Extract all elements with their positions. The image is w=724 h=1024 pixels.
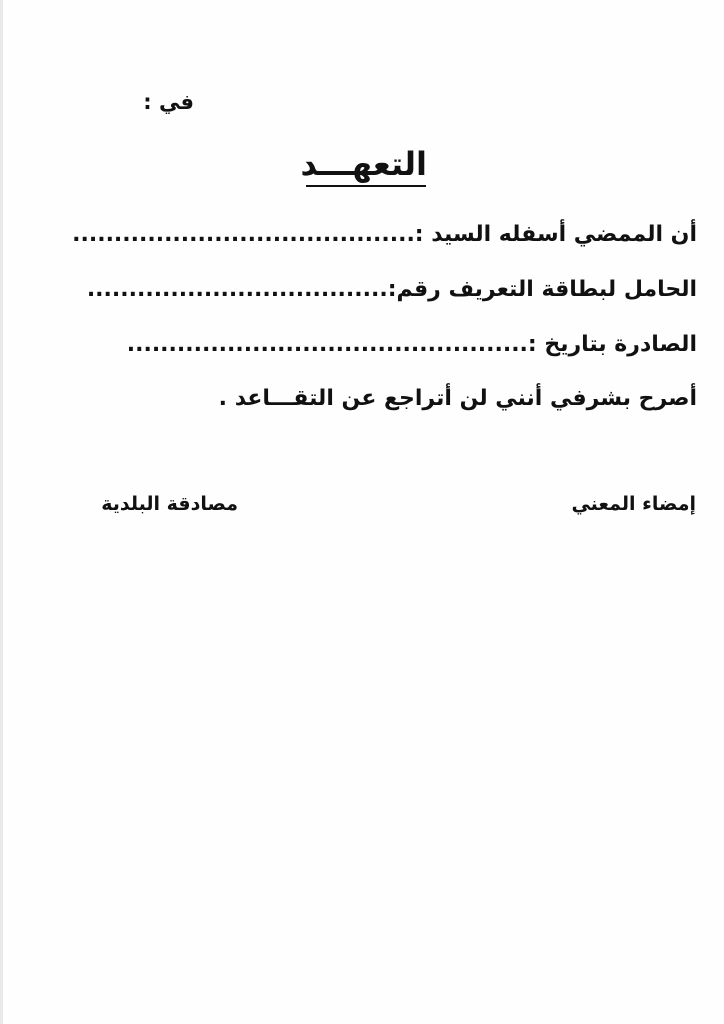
signer-name-line: أن الممضي أسفله السيد :......................................... [72,222,697,247]
issue-date-line: الصادرة بتاريخ :................................................ [126,332,697,357]
title-underline [306,185,426,187]
municipality-certification-label: مصادقة البلدية [101,493,238,515]
id-card-number-line: الحامل لبطاقة التعريف رقم:.................................... [86,277,697,302]
signature-label: إمضاء المعني [571,493,696,515]
document-title: التعهـــد [300,145,427,183]
declaration-line: أصرح بشرفي أنني لن أتراجع عن التقـــاعد . [218,386,697,411]
date-label: في : [143,90,194,114]
scan-edge [0,0,3,1024]
